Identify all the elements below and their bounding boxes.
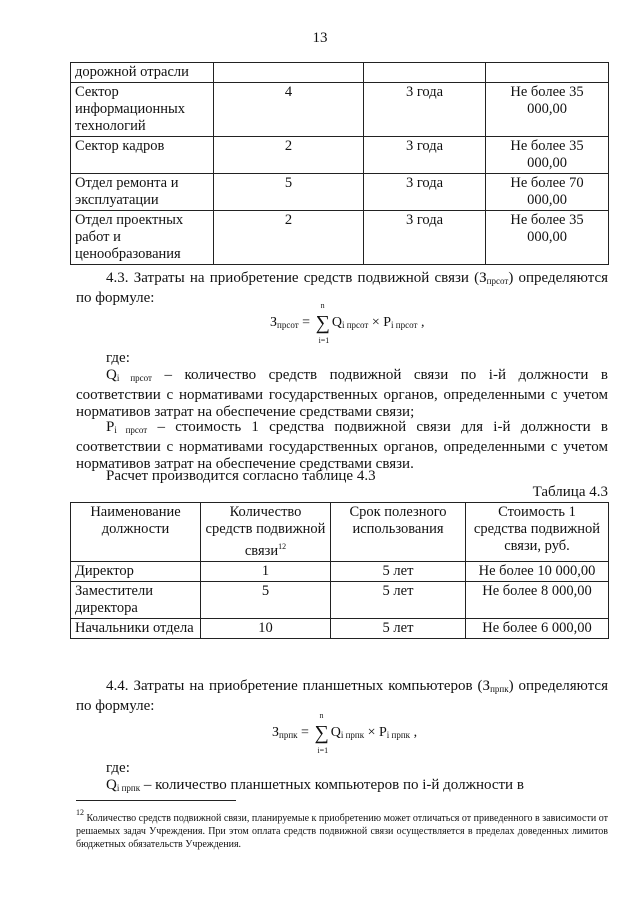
table-cell: 2 xyxy=(214,211,364,265)
table-cell: 5 лет xyxy=(331,562,466,582)
table-cell xyxy=(214,63,364,83)
table-cell xyxy=(486,63,609,83)
table-cell: Не более 35 000,00 xyxy=(486,211,609,265)
section-4-4-intro xyxy=(76,678,608,715)
table-cell: Не более 35 000,00 xyxy=(486,83,609,137)
formula-p-sub: i прпк xyxy=(386,730,411,740)
table-row xyxy=(71,619,609,639)
intro-text: 4.4. Затраты на приобретение планшетных компьютеров (З xyxy=(106,678,491,694)
def-text: – количество планшетных компьютеров по i-й должности в xyxy=(140,777,524,793)
def-text: – количество средств подвижной связи по i-й должности в соответствии с нормативами государственных органов, определенными с учетом нормативов затрат на обеспечение средствами связи; xyxy=(76,367,608,420)
table-cell: 1 xyxy=(201,562,331,582)
formula-lhs-sub: прсот xyxy=(277,320,299,330)
definition-q xyxy=(76,777,608,797)
table-cell: Начальники отдела xyxy=(71,619,201,639)
table-row xyxy=(71,174,609,211)
header-text: Количество средств подвижной связи xyxy=(205,504,326,559)
table-header-row xyxy=(71,503,609,562)
footnote xyxy=(76,806,608,851)
formula-lhs: З xyxy=(270,315,278,330)
formula-p: P xyxy=(383,315,392,330)
formula-lhs-sub: прпк xyxy=(279,730,298,740)
def-sub: i прсот xyxy=(116,373,152,383)
formula-4-4 xyxy=(272,711,418,755)
intro-subscript: прпк xyxy=(490,684,509,694)
intro-text: 4.3. Затраты на приобретение средств подвижной связи (З xyxy=(106,270,487,286)
header-cell xyxy=(201,503,331,562)
definition-p xyxy=(76,419,608,473)
calc-note: Расчет производится согласно таблице 4.3 xyxy=(106,468,376,484)
def-var: Q xyxy=(106,777,117,793)
table-cell: дорожной отрасли xyxy=(71,63,214,83)
formula-p: P xyxy=(379,725,387,740)
table-row xyxy=(71,63,609,83)
table-cell: 10 xyxy=(201,619,331,639)
table-cell: Не более 8 000,00 xyxy=(466,582,609,619)
table-row xyxy=(71,582,609,619)
table-cell: 3 года xyxy=(364,174,486,211)
table-row xyxy=(71,562,609,582)
where-label: где: xyxy=(106,350,130,366)
sum-upper-limit: n xyxy=(319,711,324,720)
header-cell: Срок полезного использования xyxy=(331,503,466,562)
where-label: где: xyxy=(106,760,130,776)
table-cell: 3 года xyxy=(364,137,486,174)
definition-q xyxy=(76,367,608,421)
table-cell: 3 года xyxy=(364,83,486,137)
header-cell: Стоимость 1 средства подвижной связи, руб. xyxy=(466,503,609,562)
table-row xyxy=(71,83,609,137)
formula-q: Q xyxy=(331,315,342,330)
table-cell: Сектор информационных технологий xyxy=(71,83,214,137)
footnote-text: Количество средств подвижной связи, планируемые к приобретению может отличаться от приведенного в зависимости от решаемых задач Учреждения. При этом оплата средств подвижной связи осуществляется в пределах доведенных лимитов бюджетных обязательств Учреждения. xyxy=(76,813,608,850)
formula-times: × xyxy=(364,725,379,740)
table-cell: Сектор кадров xyxy=(71,137,214,174)
formula-eq: = xyxy=(298,315,314,330)
table-cell: 3 года xyxy=(364,211,486,265)
intro-subscript: прсот xyxy=(486,276,509,286)
formula-q-sub: i прпк xyxy=(340,730,365,740)
formula-times: × xyxy=(368,315,384,330)
def-text: – стоимость 1 средства подвижной связи для i-й должности в соответствии с нормативами государственных органов, определенными с учетом нормативов затрат на обеспечение средствами связи. xyxy=(76,419,608,472)
footnote-reference: 12 xyxy=(278,542,287,551)
table-cell: 5 xyxy=(201,582,331,619)
table-cell: Отдел ремонта и эксплуатации xyxy=(71,174,214,211)
table-cell: Не более 35 000,00 xyxy=(486,137,609,174)
formula-lhs: З xyxy=(272,725,280,740)
table-cell: Не более 10 000,00 xyxy=(466,562,609,582)
table-row xyxy=(71,137,609,174)
page-number: 13 xyxy=(312,30,328,46)
table-row xyxy=(71,211,609,265)
def-var: P xyxy=(106,419,115,435)
header-cell: Наименование должности xyxy=(71,503,201,562)
formula-eq: = xyxy=(297,725,313,740)
intro-end: ) определяются по формуле: xyxy=(76,270,608,306)
table-cell: Директор xyxy=(71,562,201,582)
formula-tail: , xyxy=(417,315,425,330)
table-cell: 4 xyxy=(214,83,364,137)
formula-q-sub: i прсот xyxy=(341,320,369,330)
table-cell: 5 лет xyxy=(331,619,466,639)
table-cell: Не более 6 000,00 xyxy=(466,619,609,639)
table-cell: 2 xyxy=(214,137,364,174)
intro-end: ) определяются по формуле: xyxy=(76,678,608,714)
footnote-mark: 12 xyxy=(76,808,84,817)
formula-tail: , xyxy=(410,725,418,740)
mobile-devices-table-continued xyxy=(70,62,609,265)
def-var: Q xyxy=(106,367,117,383)
table-cell: Не более 70 000,00 xyxy=(486,174,609,211)
def-sub: i прсот xyxy=(114,425,148,435)
section-4-3-intro xyxy=(76,270,608,307)
def-sub: i прпк xyxy=(116,783,141,793)
formula-p-sub: i прсот xyxy=(391,320,418,330)
sum-symbol: ∑ n i=1 xyxy=(314,711,329,755)
formula-q: Q xyxy=(330,725,341,740)
sum-lower-limit: i=1 xyxy=(317,746,329,755)
table-caption: Таблица 4.3 xyxy=(532,484,608,500)
table-cell: Заместители директора xyxy=(71,582,201,619)
table-cell: 5 лет xyxy=(331,582,466,619)
table-cell xyxy=(364,63,486,83)
footnote-divider xyxy=(76,800,236,801)
table-cell: Отдел проектных работ и ценообразования xyxy=(71,211,214,265)
sum-lower-limit: i=1 xyxy=(318,336,330,345)
table-4-3 xyxy=(70,502,609,639)
table-cell: 5 xyxy=(214,174,364,211)
formula-4-3 xyxy=(270,301,425,345)
sum-symbol: ∑ n i=1 xyxy=(315,301,330,345)
sum-upper-limit: n xyxy=(320,301,325,310)
